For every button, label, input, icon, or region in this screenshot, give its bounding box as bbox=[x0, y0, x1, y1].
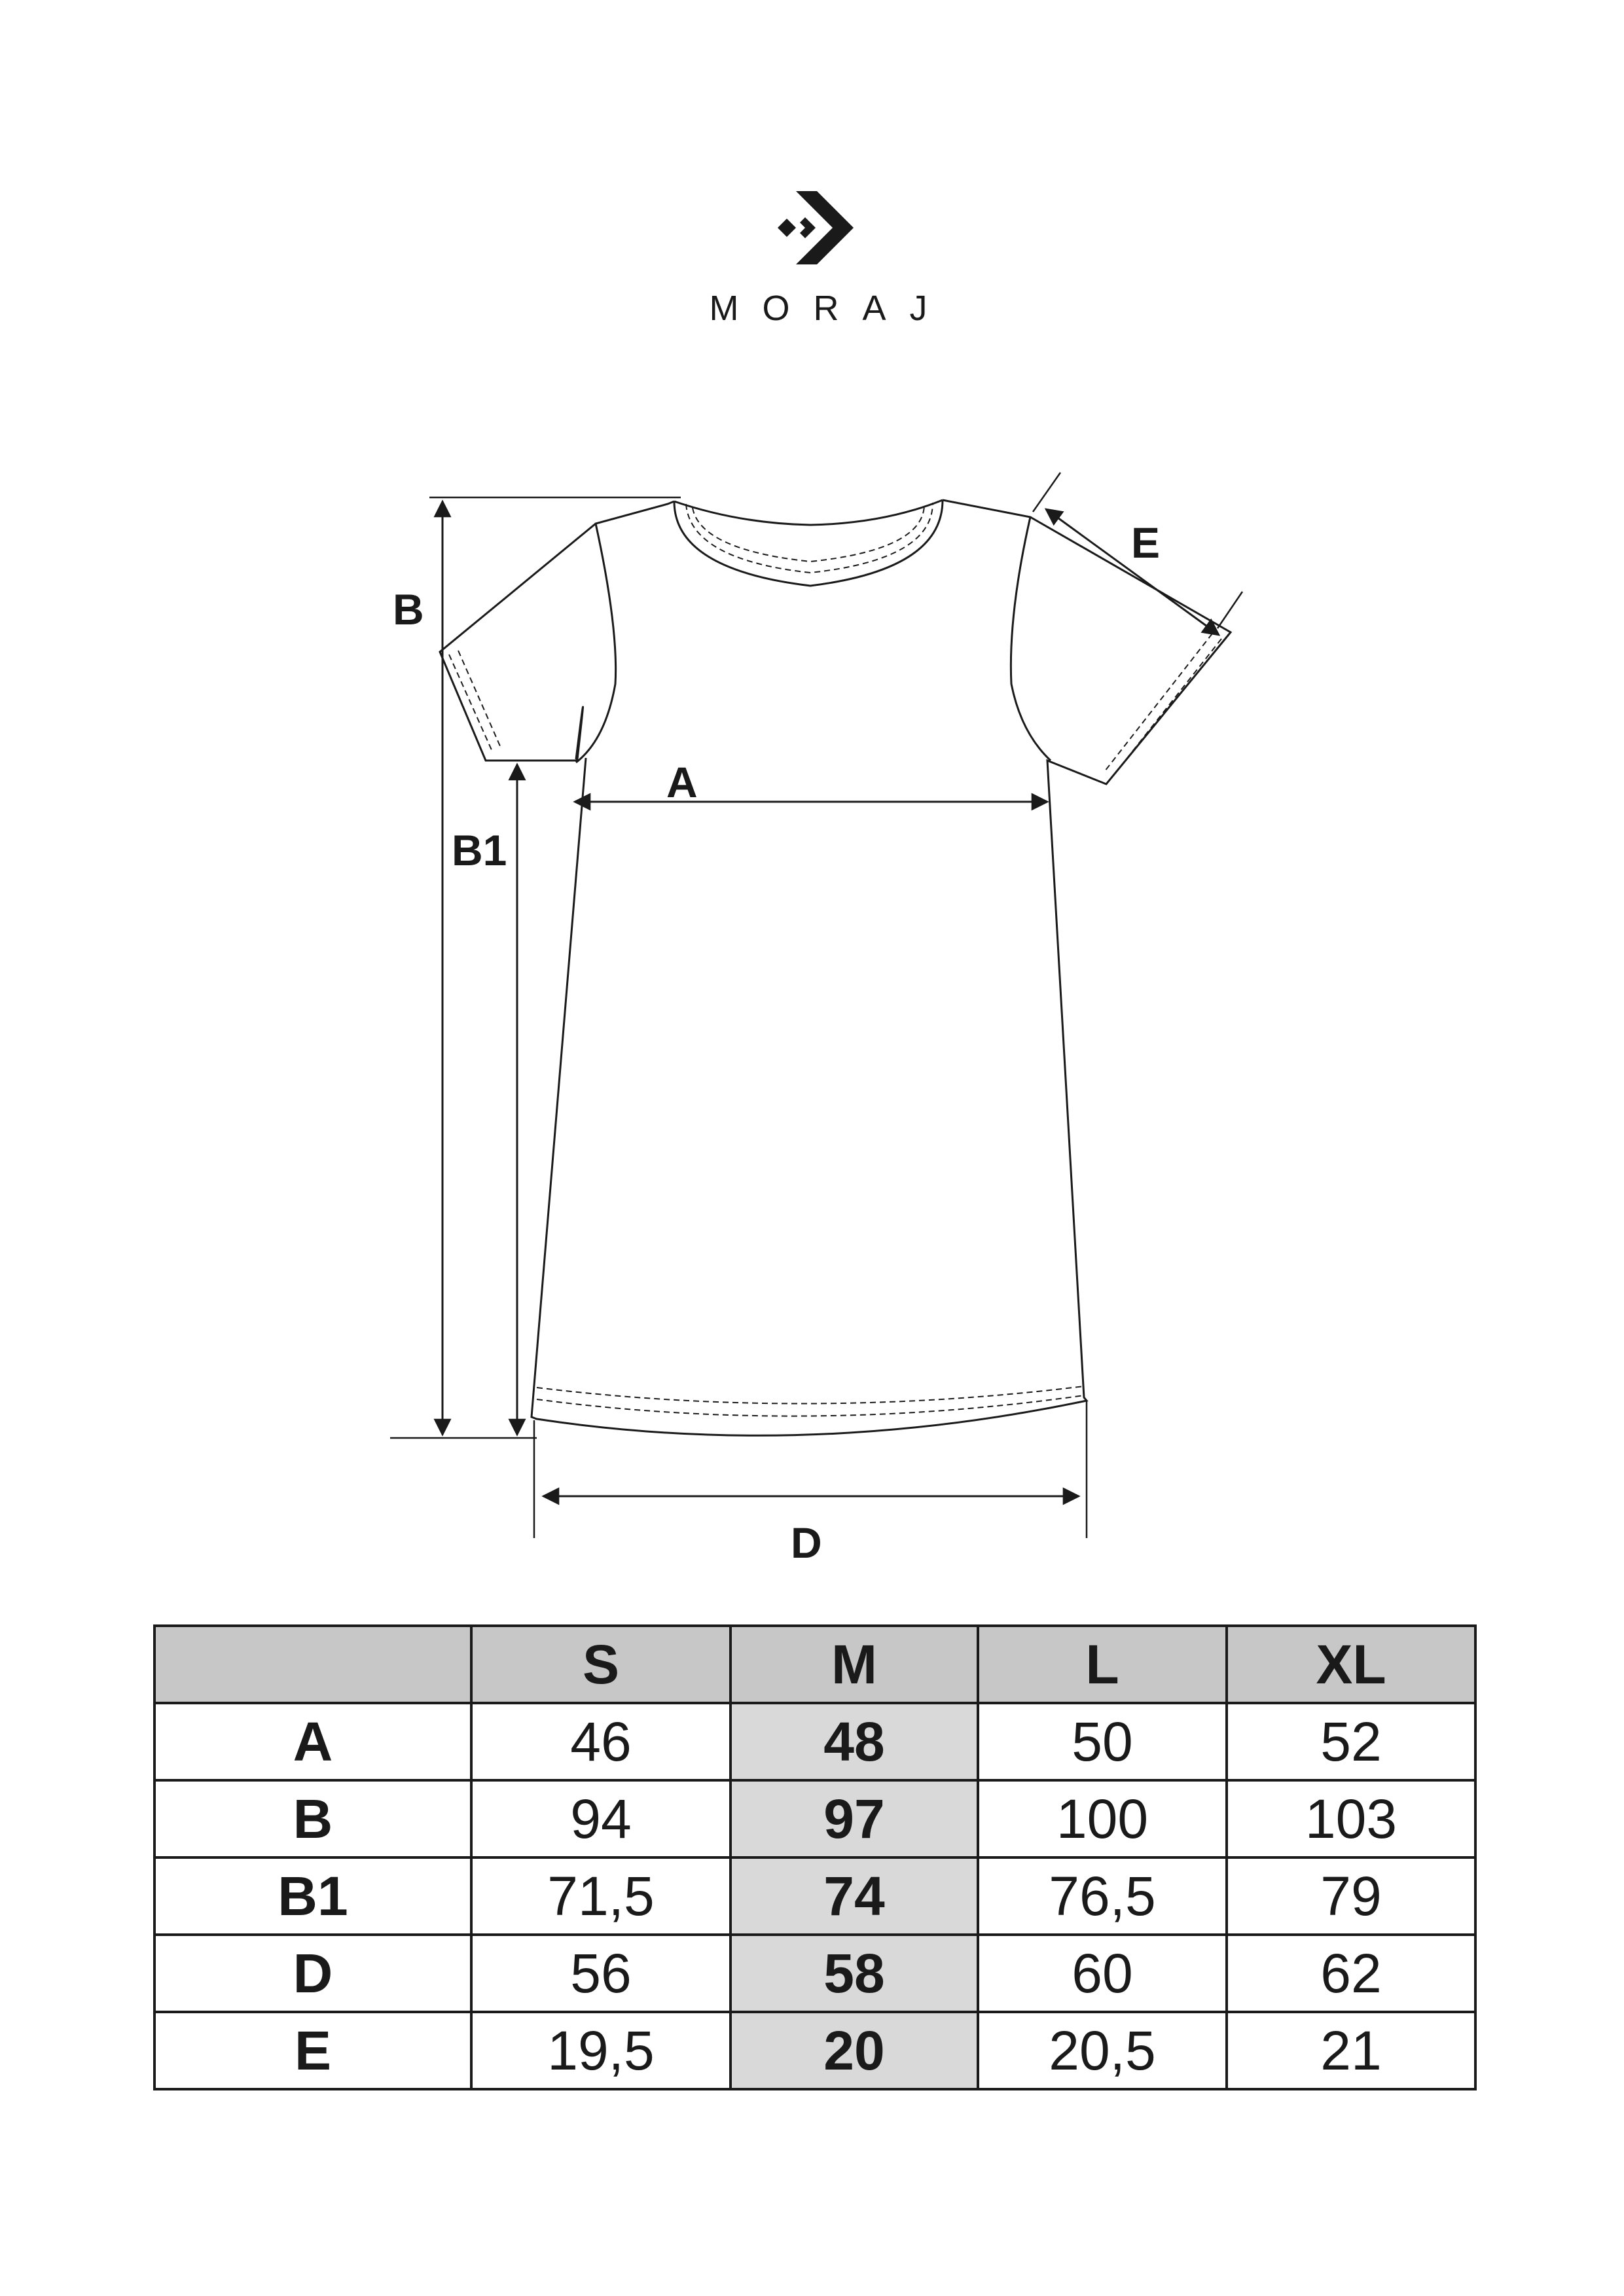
table-cell: 100 bbox=[978, 1780, 1227, 1857]
table-cell: 50 bbox=[978, 1703, 1227, 1780]
header-size-xl: XL bbox=[1227, 1626, 1475, 1703]
row-label: E bbox=[154, 2012, 471, 2089]
row-label: B1 bbox=[154, 1857, 471, 1935]
table-cell: 97 bbox=[731, 1780, 978, 1857]
table-cell: 103 bbox=[1227, 1780, 1475, 1857]
label-d: D bbox=[791, 1518, 822, 1567]
table-cell: 76,5 bbox=[978, 1857, 1227, 1935]
header-size-s: S bbox=[471, 1626, 731, 1703]
label-a: A bbox=[666, 758, 698, 806]
row-label: D bbox=[154, 1935, 471, 2012]
header-size-m: M bbox=[731, 1626, 978, 1703]
table-row bbox=[154, 1703, 1475, 1780]
table-cell: 46 bbox=[471, 1703, 731, 1780]
table-row bbox=[154, 2012, 1475, 2089]
table-cell: 94 bbox=[471, 1780, 731, 1857]
header-size-l: L bbox=[978, 1626, 1227, 1703]
table-cell: 58 bbox=[731, 1935, 978, 2012]
label-e: E bbox=[1131, 518, 1161, 567]
tshirt-outline bbox=[440, 500, 1231, 1435]
table-cell: 60 bbox=[978, 1935, 1227, 2012]
table-cell: 21 bbox=[1227, 2012, 1475, 2089]
table-cell: 79 bbox=[1227, 1857, 1475, 1935]
table-cell: 56 bbox=[471, 1935, 731, 2012]
table-cell: 48 bbox=[731, 1703, 978, 1780]
table-row bbox=[154, 1935, 1475, 2012]
label-b: B bbox=[393, 585, 424, 634]
table-cell: 19,5 bbox=[471, 2012, 731, 2089]
row-label: B bbox=[154, 1780, 471, 1857]
label-b1: B1 bbox=[452, 826, 507, 874]
size-chart-table bbox=[153, 1624, 1477, 2090]
table-cell: 52 bbox=[1227, 1703, 1475, 1780]
table-cell: 74 bbox=[731, 1857, 978, 1935]
table-cell: 71,5 bbox=[471, 1857, 731, 1935]
table-row bbox=[154, 1857, 1475, 1935]
table-header-row bbox=[154, 1626, 1475, 1703]
table-cell: 20,5 bbox=[978, 2012, 1227, 2089]
table-cell: 62 bbox=[1227, 1935, 1475, 2012]
brand-name: MORAJ bbox=[709, 289, 951, 328]
header-empty bbox=[154, 1626, 471, 1703]
table-cell: 20 bbox=[731, 2012, 978, 2089]
row-label: A bbox=[154, 1703, 471, 1780]
table-row bbox=[154, 1780, 1475, 1857]
